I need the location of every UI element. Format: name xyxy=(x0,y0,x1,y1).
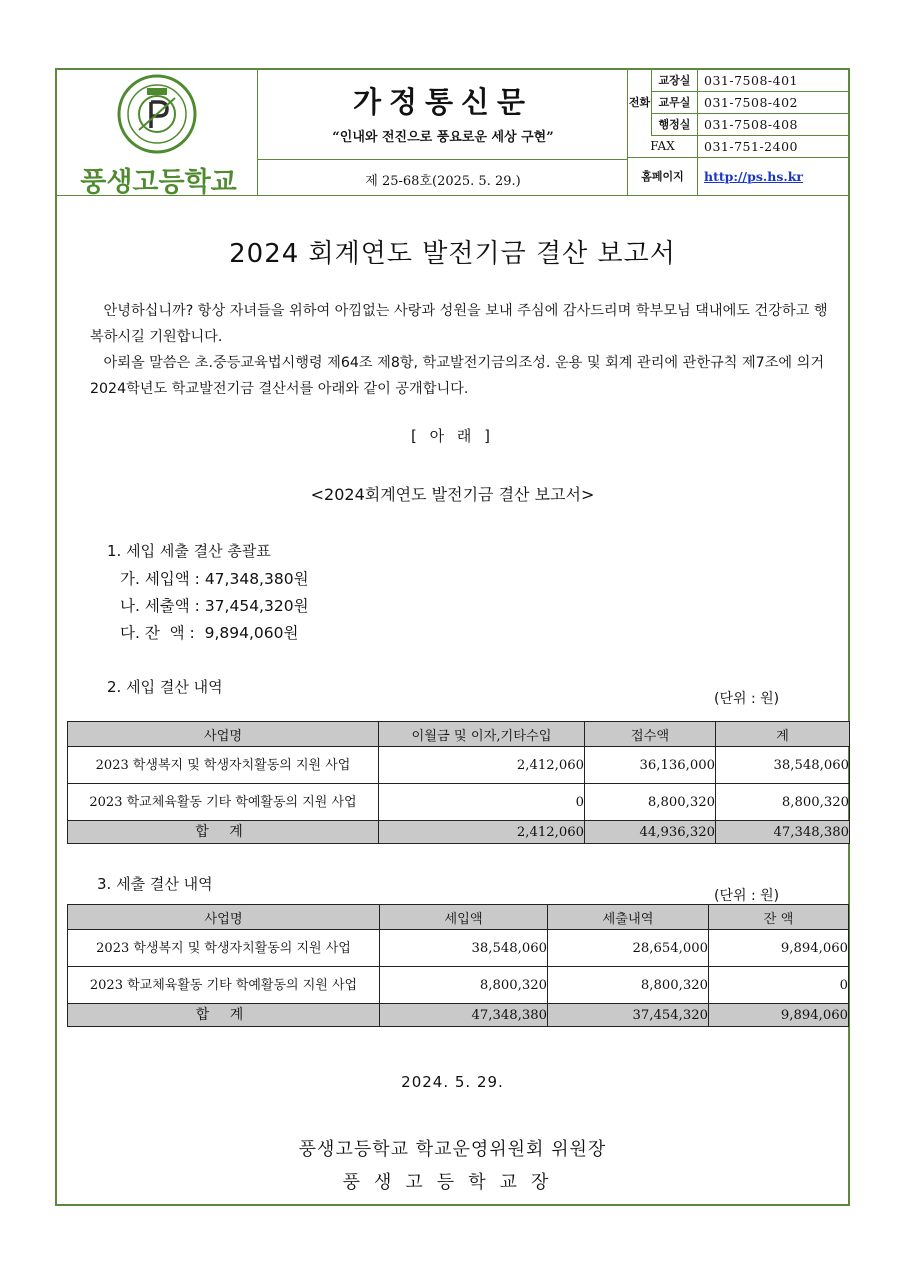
revenue-amount: 38,548,060 xyxy=(380,930,548,967)
project-name: 2023 학교체육활동 기타 학예활동의 지원 사업 xyxy=(68,784,379,821)
column-header: 계 xyxy=(716,722,850,747)
notice-paragraph: 아뢰올 말씀은 초.중등교육법시행령 제64조 제8항, 학교발전기금의조성. 운용 및 회계 관리에 관한규칙 제7조에 의거 2024학년도 학교발전기금 결산서를 아래와 같이 공개합니다. xyxy=(90,355,825,397)
document-title: 2024 회계연도 발전기금 결산 보고서 xyxy=(229,239,676,269)
table-row xyxy=(68,747,850,784)
summary-line: 다. 잔 액 : 9,894,060원 xyxy=(120,624,299,642)
project-name: 2023 학생복지 및 학생자치활동의 지원 사업 xyxy=(68,930,380,967)
school-motto: “인내와 전진으로 풍요로운 세상 구현” xyxy=(332,130,554,145)
summary-line: 가. 세입액 : 47,348,380원 xyxy=(120,570,309,588)
unit-label: (단위 : 원) xyxy=(714,691,780,707)
column-header: 세입액 xyxy=(380,905,548,930)
row-total: 8,800,320 xyxy=(716,784,850,821)
contact-number: 031-7508-402 xyxy=(704,95,798,110)
below-heading: [ 아 래 ] xyxy=(411,427,494,445)
carryover-income: 2,412,060 xyxy=(379,747,585,784)
revenue-table xyxy=(67,721,850,844)
row-total: 38,548,060 xyxy=(716,747,850,784)
total-value: 47,348,380 xyxy=(380,1004,548,1027)
school-name-logo: 풍생고등학교 xyxy=(80,167,237,198)
balance-amount: 9,894,060 xyxy=(709,930,849,967)
revenue-amount: 8,800,320 xyxy=(380,967,548,1004)
total-value: 9,894,060 xyxy=(709,1004,849,1027)
balance-amount: 0 xyxy=(709,967,849,1004)
contact-label: 교무실 xyxy=(652,92,698,114)
total-label: 합 계 xyxy=(68,821,379,844)
homepage-link[interactable]: http://ps.hs.kr xyxy=(704,169,803,184)
total-row xyxy=(68,1004,849,1027)
total-value: 37,454,320 xyxy=(548,1004,709,1027)
report-date: 2024. 5. 29. xyxy=(401,1073,504,1091)
expenditure-amount: 8,800,320 xyxy=(548,967,709,1004)
fax-row xyxy=(628,136,848,158)
contact-label: 교장실 xyxy=(652,70,698,92)
project-name: 2023 학생복지 및 학생자치활동의 지원 사업 xyxy=(68,747,379,784)
column-header: 사업명 xyxy=(68,722,379,747)
column-header: 잔 액 xyxy=(709,905,849,930)
contact-row xyxy=(652,70,848,92)
issue-number: 제 25-68호(2025. 5. 29.) xyxy=(365,174,521,189)
expenditure-amount: 28,654,000 xyxy=(548,930,709,967)
report-subtitle: <2024회계연도 발전기금 결산 보고서> xyxy=(310,485,595,504)
unit-label: (단위 : 원) xyxy=(714,888,780,904)
school-logo-area xyxy=(57,70,258,196)
fax-number: 031-751-2400 xyxy=(704,139,798,154)
column-header: 이월금 및 이자,기타수입 xyxy=(379,722,585,747)
table-row xyxy=(68,930,849,967)
section1-heading: 1. 세입 세출 결산 총괄표 xyxy=(107,542,271,560)
greeting-paragraph: 안녕하십니까? 항상 자녀들을 위하여 아낌없는 사랑과 성원을 보내 주심에 감사드리며 학부모님 댁내에도 건강하고 행복하시길 기원합니다. xyxy=(90,303,828,345)
school-emblem-icon xyxy=(117,74,197,154)
newsletter-title: 가정통신문 xyxy=(352,85,534,119)
received-amount: 36,136,000 xyxy=(585,747,716,784)
total-value: 47,348,380 xyxy=(716,821,850,844)
contact-table xyxy=(628,70,848,196)
column-header: 접수액 xyxy=(585,722,716,747)
section2-heading: 2. 세입 결산 내역 xyxy=(107,678,223,696)
contact-number: 031-7508-408 xyxy=(704,117,798,132)
contact-number: 031-7508-401 xyxy=(704,73,798,88)
total-value: 2,412,060 xyxy=(379,821,585,844)
homepage-row xyxy=(628,158,848,196)
project-name: 2023 학교체육활동 기타 학예활동의 지원 사업 xyxy=(68,967,380,1004)
letterhead xyxy=(57,70,848,196)
committee-signature: 풍생고등학교 학교운영위원회 위원장 xyxy=(298,1139,607,1160)
principal-signature: 풍생고등학교장 xyxy=(342,1172,563,1193)
newsletter-title-cell xyxy=(258,70,628,160)
summary-line: 나. 세출액 : 37,454,320원 xyxy=(120,597,309,615)
issue-number-cell xyxy=(258,160,628,196)
table-row xyxy=(68,784,850,821)
expenditure-table xyxy=(67,904,849,1027)
table-row xyxy=(68,967,849,1004)
homepage-label: 홈페이지 xyxy=(628,158,698,196)
section3-heading: 3. 세출 결산 내역 xyxy=(97,875,213,893)
total-row xyxy=(68,821,850,844)
document-frame xyxy=(55,68,850,1206)
fax-label: FAX xyxy=(628,136,698,158)
contact-row xyxy=(652,114,848,136)
total-label: 합 계 xyxy=(68,1004,380,1027)
column-header: 세출내역 xyxy=(548,905,709,930)
carryover-income: 0 xyxy=(379,784,585,821)
total-value: 44,936,320 xyxy=(585,821,716,844)
column-header: 사업명 xyxy=(68,905,380,930)
contact-label: 행정실 xyxy=(652,114,698,136)
received-amount: 8,800,320 xyxy=(585,784,716,821)
contact-row xyxy=(652,92,848,114)
phone-label: 전화 xyxy=(628,70,652,136)
